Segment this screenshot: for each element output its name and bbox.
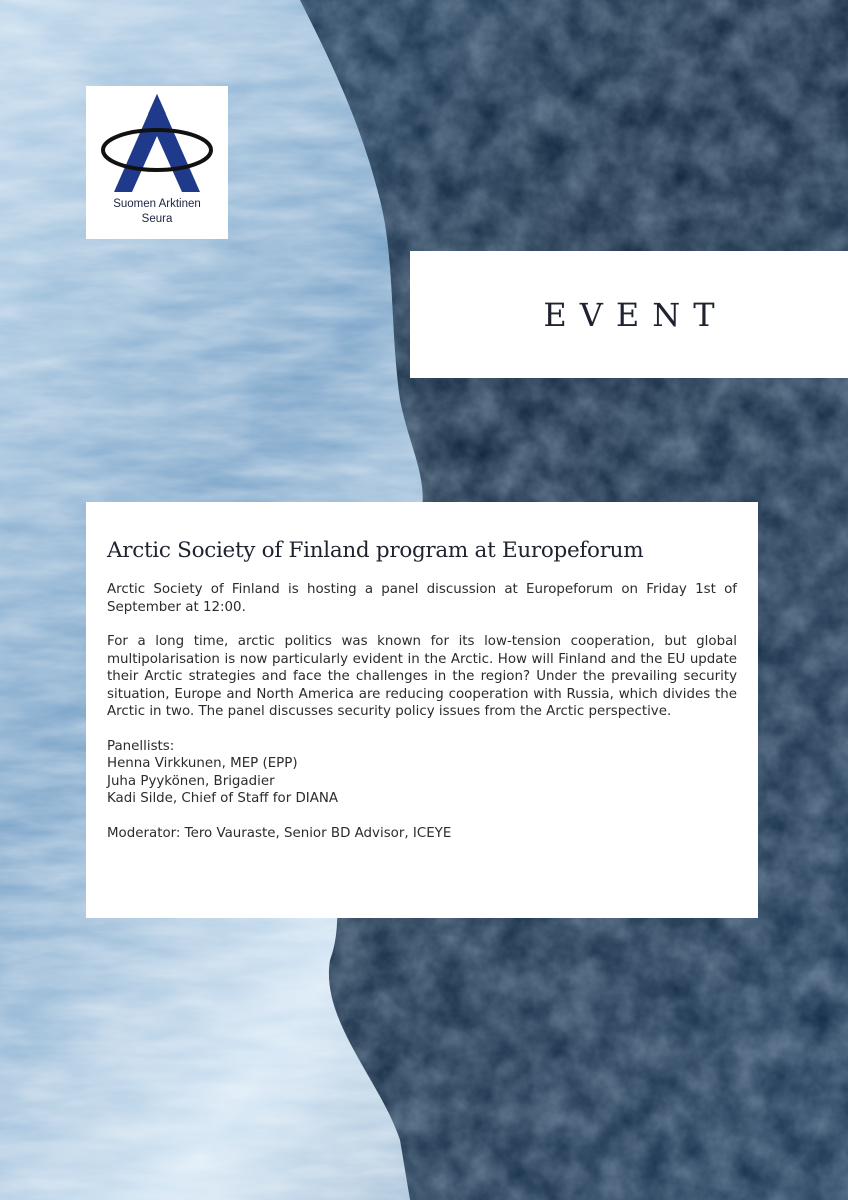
- event-banner: [410, 251, 848, 378]
- event-label: EVENT: [543, 295, 728, 334]
- panellists-heading: Panellists:: [107, 738, 175, 754]
- logo-text-line2: Seura: [141, 213, 173, 225]
- arctic-society-logo-icon: [96, 92, 218, 197]
- intro-paragraph: Arctic Society of Finland is hosting a panel discussion at Europeforum on Friday 1st of September at 12:00.: [107, 582, 737, 615]
- logo-text-line1: Suomen Arktinen: [113, 198, 201, 210]
- panellist-item: Juha Pyykönen, Brigadier: [107, 773, 275, 789]
- event-description-card: [86, 502, 758, 918]
- panellist-item: Henna Virkkunen, MEP (EPP): [107, 756, 298, 771]
- moderator-line: Moderator: Tero Vauraste, Senior BD Advisor, ICEYE: [107, 825, 452, 841]
- panellist-item: Kadi Silde, Chief of Staff for DIANA: [107, 791, 339, 806]
- organization-logo: [86, 86, 228, 239]
- description-paragraph: For a long time, arctic politics was known for its low-tension cooperation, but global multipolarisation is now particularly evident in the Arctic. How will Finland and the EU update their Arctic strategies and face the challenges in the region? Under the prevailing security situation, Europe and North America are reducing cooperation with Russia, which divides the Arctic in two. The panel discusses security policy issues from the Arctic perspective.: [107, 634, 737, 719]
- article-title: Arctic Society of Finland program at Europeforum: [107, 538, 644, 563]
- panellists-list: [107, 738, 737, 808]
